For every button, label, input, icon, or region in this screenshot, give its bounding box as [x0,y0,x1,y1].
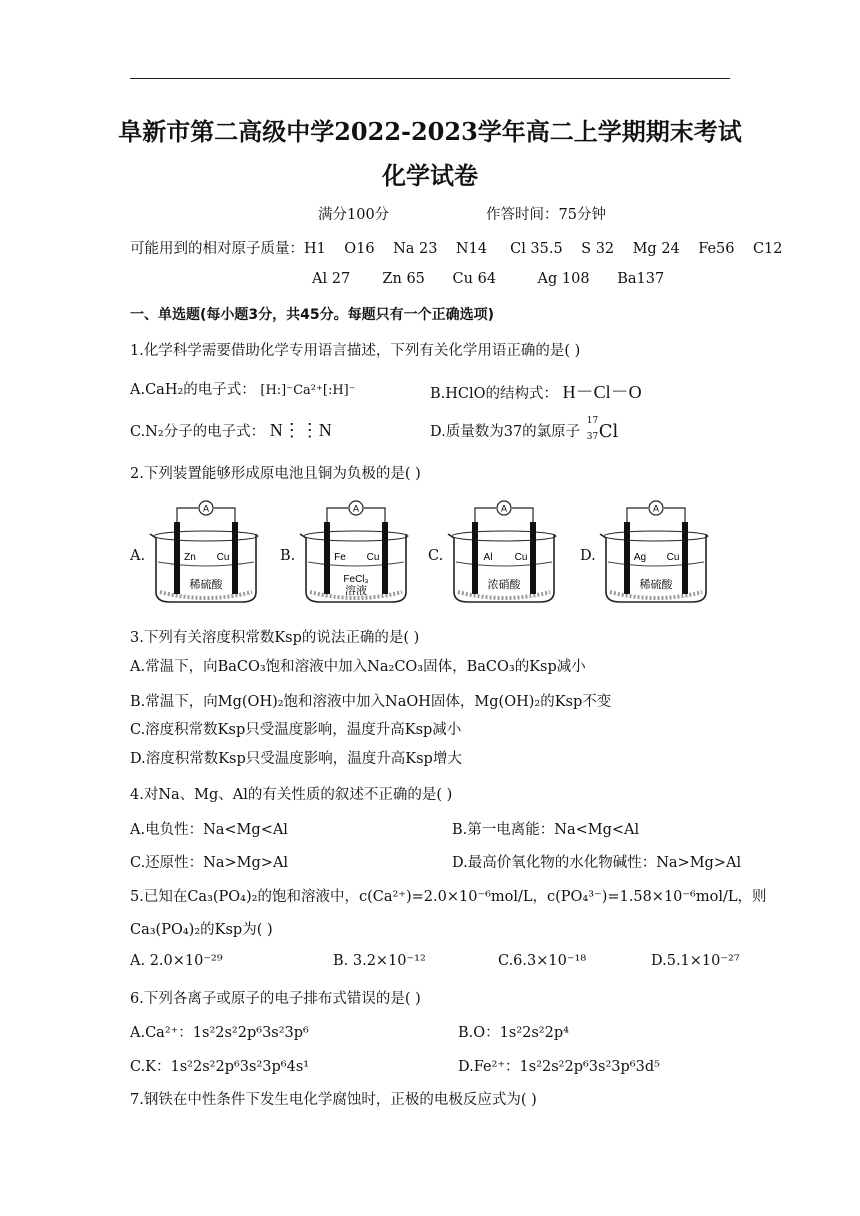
exam-subtitle: 化学试卷 [382,161,478,190]
q2-option-letter: D. [580,548,596,564]
right-electrode-label: Cu [514,552,528,563]
q5-option-d: D.5.1×10⁻²⁷ [651,953,740,969]
score-info: 满分100分 [318,207,390,223]
q5-option-c: C.6.3×10⁻¹⁸ [498,953,587,969]
q6-option-c: C.K：1s²2s²2p⁶3s²3p⁶4s¹ [130,1059,310,1075]
atomic-masses-label: 可能用到的相对原子质量： [130,241,304,257]
q1-b-formula: H－Cl－O [562,382,642,402]
q1-option-a [130,378,356,399]
ammeter-label: A [652,503,660,514]
q1-c-text: C.N₂分子的电子式： [130,424,266,440]
section-heading: 一、单选题(每小题3分，共45分。每题只有一个正确选项) [130,307,495,323]
q2-option-letter: B. [280,548,296,564]
q4-option-a: A.电负性：Na<Mg<Al [130,822,288,838]
q7-stem: 7.钢铁在中性条件下发生电化学腐蚀时，正极的电极反应式为( ) [130,1092,537,1108]
q1-option-c [130,420,332,441]
solution-label-2: 溶液 [345,585,367,597]
left-electrode-label: Ag [633,552,647,563]
right-electrode-label: Cu [216,552,230,563]
q3-option-d: D.溶度积常数Ksp只受温度影响，温度升高Ksp增大 [130,751,462,767]
right-electrode-label: Cu [666,552,680,563]
left-electrode-label: Zn [184,552,196,563]
galvanic-cell-diagram [596,496,716,608]
q5-stem-line1: 5.已知在Ca₃(PO₄)₂的饱和溶液中，c(Ca²⁺)=2.0×10⁻⁶mol/L，c(PO₄³⁻)=1.58×10⁻⁶mol/L，则 [130,889,767,905]
q3-option-a: A.常温下，向BaCO₃饱和溶液中加入Na₂CO₃固体，BaCO₃的Ksp减小 [130,659,586,675]
q1-a-text: A.CaH₂的电子式： [130,382,256,398]
solution-label: 稀硫酸 [639,579,673,591]
q1-a-formula: [H:]⁻Ca²⁺[:H]⁻ [260,383,356,398]
ammeter-label: A [352,503,360,514]
solution-label: FeCl₃ [343,574,369,585]
q1-option-d [430,416,619,442]
q6-option-a: A.Ca²⁺：1s²2s²2p⁶3s²3p⁶ [130,1025,309,1041]
galvanic-cell-diagram [444,496,564,608]
time-info: 作答时间：75分钟 [486,207,606,223]
q5-stem-line2: Ca₃(PO₄)₂的Ksp为( ) [130,922,273,938]
q4-option-b: B.第一电离能：Na<Mg<Al [452,822,640,838]
q5-option-b: B. 3.2×10⁻¹² [333,953,426,969]
exam-title: 阜新市第二高级中学2022-2023学年高二上学期期末考试 [118,117,742,146]
q6-option-d: D.Fe²⁺：1s²2s²2p⁶3s²3p⁶3d⁵ [458,1059,660,1075]
q4-option-c: C.还原性：Na>Mg>Al [130,855,289,871]
q1-option-b [430,378,642,404]
header-rule [130,78,730,79]
q5-option-a: A. 2.0×10⁻²⁹ [130,953,223,969]
atomic-masses-line1 [130,237,783,258]
q2-stem: 2.下列装置能够形成原电池且铜为负极的是( ) [130,466,421,482]
ammeter-label: A [202,503,210,514]
galvanic-cell-diagram [296,496,416,608]
atomic-masses-line2: Al 27 Zn 65 Cu 64 Ag 108 Ba137 [312,271,665,287]
galvanic-cell-diagram [146,496,266,608]
solution-label: 浓硝酸 [487,579,521,591]
q4-stem: 4.对Na、Mg、Al的有关性质的叙述不正确的是( ) [130,787,453,803]
left-electrode-label: Al [483,552,493,563]
solution-label: 稀硫酸 [189,579,223,591]
left-electrode-label: Fe [334,552,346,563]
q4-option-d: D.最高价氧化物的水化物碱性：Na>Mg>Al [452,855,742,871]
q3-option-b: B.常温下，向Mg(OH)₂饱和溶液中加入NaOH固体，Mg(OH)₂的Ksp不变 [130,694,612,710]
right-electrode-label: Cu [366,552,380,563]
q1-c-formula: N⋮⋮N [269,420,332,440]
atomic-masses-values: H1 O16 Na 23 N14 Cl 35.5 S 32 Mg 24 Fe56 C12 [304,241,783,257]
q1-stem: 1.化学科学需要借助化学专用语言描述，下列有关化学用语正确的是( ) [130,343,581,359]
q2-option-letter: C. [428,548,444,564]
q6-option-b: B.O：1s²2s²2p⁴ [458,1025,569,1041]
q1-b-text: B.HClO的结构式： [430,386,559,402]
q1-d-formula: 17 37 Cl [586,416,619,442]
q6-stem: 6.下列各离子或原子的电子排布式错误的是( ) [130,991,421,1007]
q1-d-text: D.质量数为37的氯原子 [430,424,581,440]
ammeter-label: A [500,503,508,514]
q2-option-letter: A. [130,548,146,564]
q3-stem: 3.下列有关溶度积常数Ksp的说法正确的是( ) [130,630,420,646]
q3-option-c: C.溶度积常数Ksp只受温度影响，温度升高Ksp减小 [130,722,462,738]
